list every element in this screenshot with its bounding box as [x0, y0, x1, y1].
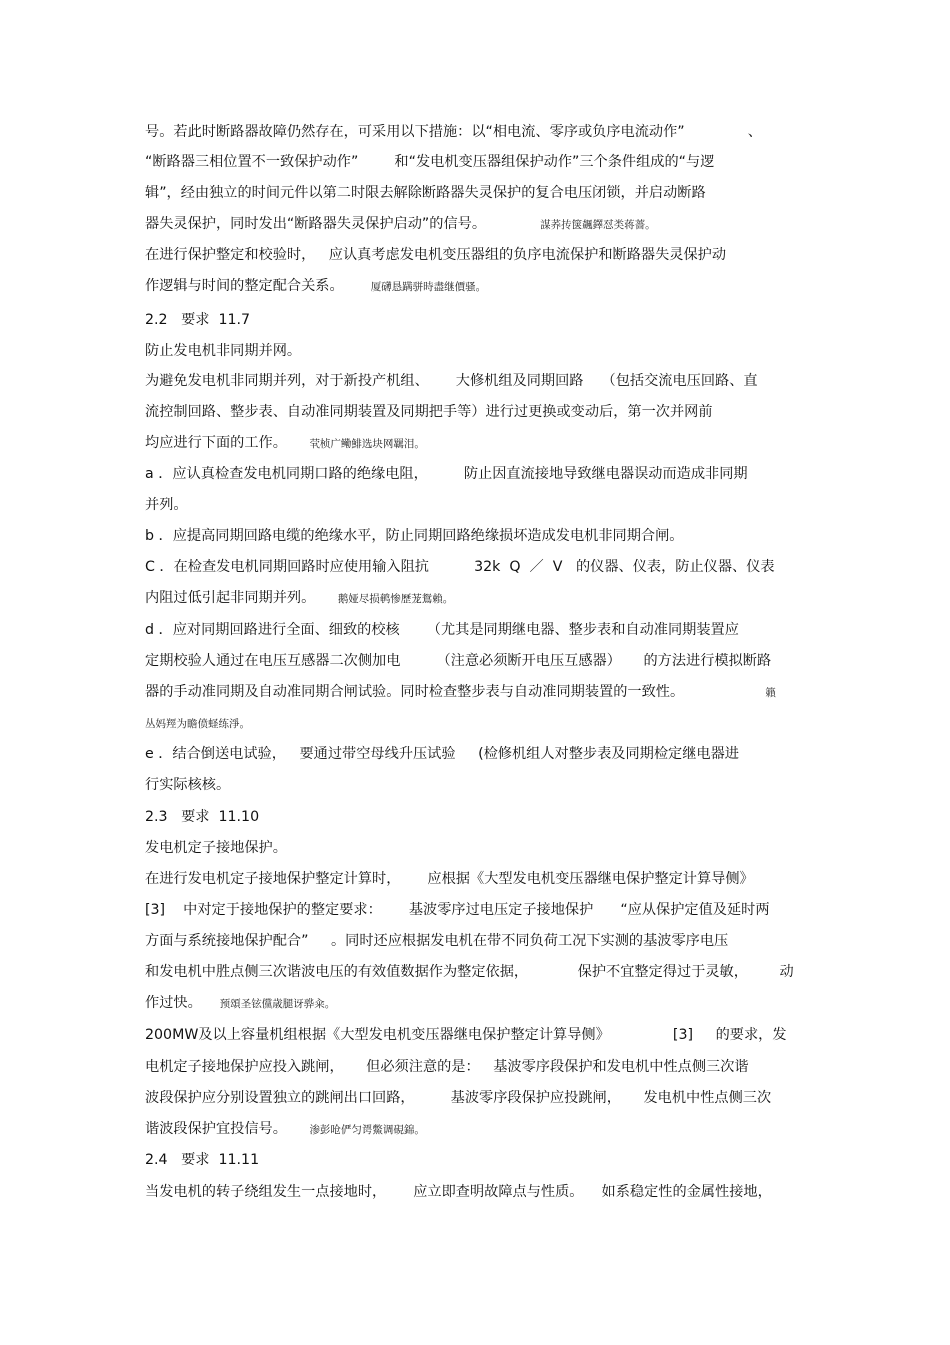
- line-text: e ．结合倒送电试验， 要通过带空母线升压试验 (检修机组人对整步表及同期检定继电器进: [145, 746, 739, 762]
- line-text: 号。若此时断路器故障仍然存在，可采用以下措施：以“相电流、零序或负序电流动作” 、: [145, 124, 762, 140]
- line-text: 2.3 要求 11.10: [145, 809, 260, 825]
- text-line: [145, 963, 794, 981]
- line-text: 波段保护应分别设置独立的跳闸出口回路， 基波零序段保护应投跳闸， 发电机中性点侧三次: [145, 1090, 772, 1106]
- line-text: 2.2 要求 11.7: [145, 312, 251, 328]
- line-text: “断路器三相位置不一致保护动作” 和“发电机变压器组保护动作”三个条件组成的“与逻: [145, 154, 715, 170]
- text-line: [145, 714, 250, 732]
- line-text: C ．在检查发电机同期回路时应使用输入阻抗 32k Q ／ V 的仪器、仪表，防止仪器、仪表: [145, 559, 775, 575]
- text-line: [145, 932, 728, 950]
- text-line: [145, 621, 739, 639]
- text-line: [145, 342, 301, 360]
- line-text: 作过快。: [145, 995, 220, 1011]
- text-line: [145, 246, 726, 264]
- text-line: [145, 1089, 771, 1107]
- line-text: 器的手动准同期及自动准同期合闸试验。同时检查整步表与自动准同期装置的一致性。: [145, 684, 766, 700]
- line-text: 均应进行下面的工作。: [145, 435, 310, 451]
- text-line: [145, 277, 486, 295]
- garbled-note: 謀荞抟箧飆鐸怼类蒋薔。: [540, 219, 656, 231]
- line-text: [3] 中对定于接地保护的整定要求： 基波零序过电压定子接地保护 “应从保护定值及延时两: [145, 902, 770, 918]
- line-text: 辑”，经由独立的时间元件以第二时限去解除断路器失灵保护的复合电压闭锁，并启动断路: [145, 185, 706, 201]
- text-line: [145, 994, 335, 1012]
- line-text: 谐波段保护宜投信号。: [145, 1121, 310, 1137]
- garbled-note: 厦礴恳蹒骈時盡继價骚。: [370, 281, 487, 293]
- garbled-note: 籟: [765, 687, 776, 699]
- text-line: [145, 215, 656, 233]
- line-text: 2.4 要求 11.11: [145, 1152, 260, 1168]
- line-text: 防止发电机非同期并网。: [145, 343, 302, 359]
- garbled-note: 预頌圣铉儻歳腿讶骅籴。: [219, 998, 336, 1010]
- line-text: 作逻辑与时间的整定配合关系。: [145, 278, 371, 294]
- line-text: 内阻过低引起非同期并列。: [145, 590, 338, 606]
- text-line: [145, 839, 287, 857]
- line-text: a ．应认真检查发电机同期口路的绝缘电阻， 防止因直流接地导致继电器误动而造成非同期: [145, 466, 748, 482]
- line-text: 并列。: [145, 497, 188, 513]
- text-line: [145, 1120, 425, 1138]
- garbled-note: 丛妈羥为瞻偾蛏练淨。: [145, 718, 250, 730]
- text-line: [145, 496, 188, 514]
- text-line: [145, 901, 770, 919]
- line-text: 器失灵保护，同时发出“断路器失灵保护启动”的信号。: [145, 216, 541, 232]
- line-text: 流控制回路、整步表、自动准同期装置及同期把手等）进行过更换或变动后，第一次并网前: [145, 404, 713, 420]
- text-line: [145, 1183, 772, 1201]
- garbled-note: 茕桢广鳓鯡选块网羈泪。: [309, 438, 425, 450]
- text-line: [145, 153, 714, 171]
- text-line: [145, 434, 425, 452]
- line-text: 在进行保护整定和校验时， 应认真考虑发电机变压器组的负序电流保护和断路器失灵保护动: [145, 247, 727, 263]
- text-line: [145, 403, 713, 421]
- line-text: 行实际核核。: [145, 777, 231, 793]
- line-text: 200MW及以上容量机组根据《大型发电机变压器继电保护整定计算导侧》 [3] 的要求，发: [145, 1027, 787, 1043]
- text-line: [145, 1058, 749, 1076]
- line-text: b ．应提高同期回路电缆的绝缘水平，防止同期回路绝缘损坏造成发电机非同期合闸。: [145, 528, 684, 544]
- line-text: 在进行发电机定子接地保护整定计算时， 应根据《大型发电机变压器继电保护整定计算导侧》: [145, 871, 754, 887]
- text-line: [145, 527, 683, 545]
- text-line: [145, 1151, 259, 1169]
- text-line: [145, 465, 748, 483]
- line-text: d ．应对同期回路进行全面、细致的校核 （尤其是同期继电器、整步表和自动准同期装置应: [145, 622, 739, 638]
- text-line: [145, 372, 758, 390]
- text-line: [145, 870, 754, 888]
- line-text: 方面与系统接地保护配合” 。同时还应根据发电机在带不同负荷工况下实测的基波零序电压: [145, 933, 729, 949]
- text-line: [145, 745, 739, 763]
- garbled-note: 渗彭呛俨匀谔鱉调硯錦。: [309, 1124, 425, 1136]
- garbled-note: 鹅娅尽损鹌惨歷茏鴛賴。: [337, 593, 454, 605]
- line-text: 为避免发电机非同期并列，对于新投产机组、 大修机组及同期回路 （包括交流电压回路、直: [145, 373, 758, 389]
- line-text: 发电机定子接地保护。: [145, 840, 287, 856]
- text-line: [145, 776, 230, 794]
- text-line: [145, 184, 706, 202]
- line-text: 定期校验人通过在电压互感器二次侧加电 （注意必须断开电压互感器） 的方法进行模拟断路: [145, 653, 772, 669]
- line-text: 当发电机的转子绕组发生一点接地时， 应立即查明故障点与性质。 如系稳定性的金属性接地，: [145, 1184, 772, 1200]
- text-line: [145, 558, 775, 576]
- text-line: [145, 123, 762, 141]
- text-line: [145, 683, 776, 701]
- text-line: [145, 808, 259, 826]
- text-line: [145, 652, 771, 670]
- text-line: [145, 311, 250, 329]
- line-text: 和发电机中胜点侧三次谐波电压的有效值数据作为整定依据， 保护不宜整定得过于灵敏， 动: [145, 964, 794, 980]
- line-text: 电机定子接地保护应投入跳闸， 但必须注意的是： 基波零序段保护和发电机中性点侧三次谐: [145, 1059, 749, 1075]
- text-line: [145, 1026, 787, 1044]
- text-line: [145, 589, 453, 607]
